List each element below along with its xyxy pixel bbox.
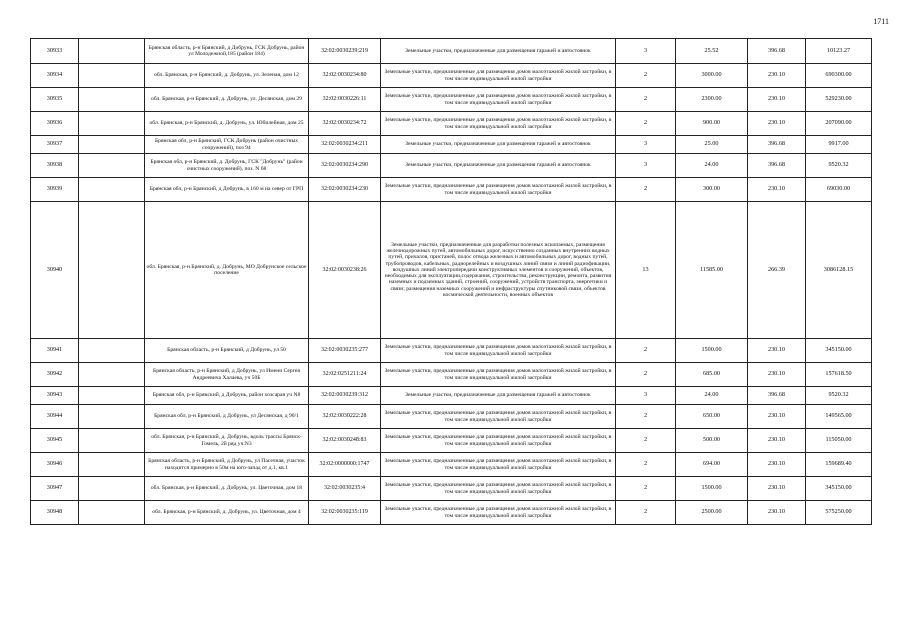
area-cell: 300.00 <box>676 178 748 202</box>
blank-cell <box>79 202 145 339</box>
use-group-cell: 3 <box>616 154 676 178</box>
blank-cell <box>79 88 145 112</box>
address-cell: Брянская область, р-н Брянский, д Добрунь, ГСК Добрунь, район ул Молодежной,185 (район 184) <box>145 39 309 64</box>
table-row <box>31 64 872 88</box>
blank-cell <box>79 501 145 525</box>
cadastral-value-cell: 159689.40 <box>806 453 872 477</box>
area-cell: 500.00 <box>676 429 748 453</box>
address-cell: обл. Брянская, р-н Брянский, д. Добрунь, ул. Юбилейная, дом 25 <box>145 112 309 136</box>
table-row <box>31 429 872 453</box>
cadastral-value-cell: 10123.27 <box>806 39 872 64</box>
cadastral-number-cell: 32:02:0030234:72 <box>309 112 381 136</box>
address-cell: Брянская область, р-н Брянский, д Добрунь, ул Имени Сергея Андреевича Халаева, уч 50Б <box>145 363 309 387</box>
table-row <box>31 154 872 178</box>
specific-value-cell: 396.68 <box>748 154 806 178</box>
specific-value-cell: 230.10 <box>748 88 806 112</box>
blank-cell <box>79 39 145 64</box>
blank-cell <box>79 429 145 453</box>
page-number: 1711 <box>873 17 889 26</box>
use-group-cell: 13 <box>616 202 676 339</box>
land-use-cell: Земельные участки, предназначенные для размещения домов малоэтажной жилой застройки, в том числе индивидуальной жилой застройки <box>381 453 616 477</box>
area-cell: 25.00 <box>676 136 748 154</box>
cadastral-number-cell: 32:02:0030234:230 <box>309 178 381 202</box>
area-cell: 1500.00 <box>676 339 748 363</box>
blank-cell <box>79 154 145 178</box>
land-use-cell: Земельные участки, предназначенные для размещения домов малоэтажной жилой застройки, в том числе индивидуальной жилой застройки <box>381 339 616 363</box>
table-row <box>31 112 872 136</box>
specific-value-cell: 396.68 <box>748 387 806 405</box>
table-row <box>31 453 872 477</box>
cadastral-value-cell: 115050.00 <box>806 429 872 453</box>
land-use-cell: Земельные участки, предназначенные для размещения домов малоэтажной жилой застройки, в том числе индивидуальной жилой застройки <box>381 501 616 525</box>
specific-value-cell: 230.10 <box>748 112 806 136</box>
specific-value-cell: 266.39 <box>748 202 806 339</box>
record-number-cell: 30944 <box>31 405 79 429</box>
specific-value-cell: 396.68 <box>748 136 806 154</box>
specific-value-cell: 230.10 <box>748 178 806 202</box>
blank-cell <box>79 363 145 387</box>
cadastral-value-table <box>30 38 872 525</box>
record-number-cell: 30941 <box>31 339 79 363</box>
area-cell: 11585.00 <box>676 202 748 339</box>
record-number-cell: 30948 <box>31 501 79 525</box>
cadastral-value-cell: 575250.00 <box>806 501 872 525</box>
record-number-cell: 30936 <box>31 112 79 136</box>
cadastral-value-cell: 69030.00 <box>806 178 872 202</box>
cadastral-number-cell: 32:02:0030238:26 <box>309 202 381 339</box>
cadastral-number-cell: 32:02:0000000:1747 <box>309 453 381 477</box>
record-number-cell: 30947 <box>31 477 79 501</box>
table-row <box>31 405 872 429</box>
land-use-cell: Земельные участки, предназначенные для размещения гаражей и автостоянок <box>381 39 616 64</box>
specific-value-cell: 396.68 <box>748 39 806 64</box>
blank-cell <box>79 453 145 477</box>
table-row <box>31 202 872 339</box>
area-cell: 650.00 <box>676 405 748 429</box>
record-number-cell: 30939 <box>31 178 79 202</box>
land-use-cell: Земельные участки, предназначенные для разработки полезных ископаемых, размещения железнодорожных путей, автомобильных дорог, искусственно созданных внутренних водных путей, причалов, пристаней, полос отвода железных и автомобильных дорог, водных путей, трубопроводов, кабельных, радиорелейных и воздушных линий связи и линий радиофикации, воздушных линий электропередачи конструктивных элементов и сооружений, объектов, необходимых для эксплуатации,содержания, строительства, реконструкции, ремонта, развития наземных и подземных зданий, строений, сооружений, устройств транспорта, энергетики и связи; размещения наземных сооружений и инфраструктуры спутниковой связи, объектов космической деятельности, военных объектов <box>381 202 616 339</box>
record-number-cell: 30935 <box>31 88 79 112</box>
table-row <box>31 387 872 405</box>
use-group-cell: 3 <box>616 39 676 64</box>
address-cell: Брянская область, р-н Брянский, д Добрунь, ул 50 <box>145 339 309 363</box>
specific-value-cell: 230.10 <box>748 501 806 525</box>
use-group-cell: 2 <box>616 112 676 136</box>
use-group-cell: 2 <box>616 429 676 453</box>
cadastral-value-cell: 9520.32 <box>806 154 872 178</box>
use-group-cell: 2 <box>616 363 676 387</box>
cadastral-number-cell: 32:02:0030234:290 <box>309 154 381 178</box>
land-use-cell: Земельные участки, предназначенные для размещения домов малоэтажной жилой застройки, в том числе индивидуальной жилой застройки <box>381 178 616 202</box>
record-number-cell: 30937 <box>31 136 79 154</box>
specific-value-cell: 230.10 <box>748 363 806 387</box>
cadastral-number-cell: 32:02:0030222:28 <box>309 405 381 429</box>
area-cell: 2300.00 <box>676 88 748 112</box>
cadastral-number-cell: 32:02:0030226:11 <box>309 88 381 112</box>
record-number-cell: 30946 <box>31 453 79 477</box>
area-cell: 24.00 <box>676 387 748 405</box>
cadastral-value-cell: 9917.00 <box>806 136 872 154</box>
land-use-cell: Земельные участки, предназначенные для размещения домов малоэтажной жилой застройки, в том числе индивидуальной жилой застройки <box>381 405 616 429</box>
use-group-cell: 3 <box>616 136 676 154</box>
table-row <box>31 363 872 387</box>
table-row <box>31 477 872 501</box>
area-cell: 3000.00 <box>676 64 748 88</box>
cadastral-number-cell: 32:02:0030234:80 <box>309 64 381 88</box>
address-cell: Брянская обл, р-н Брянский, д. Добрунь, ГСК "Добрунь" (район очистных сооружений), поз. N 68 <box>145 154 309 178</box>
cadastral-value-cell: 157618.50 <box>806 363 872 387</box>
area-cell: 25.52 <box>676 39 748 64</box>
record-number-cell: 30938 <box>31 154 79 178</box>
area-cell: 1500.00 <box>676 477 748 501</box>
cadastral-number-cell: 32:02:0030239:219 <box>309 39 381 64</box>
specific-value-cell: 230.10 <box>748 339 806 363</box>
cadastral-number-cell: 32:02:0251211:24 <box>309 363 381 387</box>
use-group-cell: 2 <box>616 64 676 88</box>
address-cell: Брянская область, р-н Брянский, д Добрунь, ул Пасечная, участок находится примерно в 50м на юго-запад от д.1, кв.1 <box>145 453 309 477</box>
area-cell: 2500.00 <box>676 501 748 525</box>
land-use-cell: Земельные участки, предназначенные для размещения гаражей и автостоянок <box>381 154 616 178</box>
land-use-cell: Земельные участки, предназначенные для размещения домов малоэтажной жилой застройки, в том числе индивидуальной жилой застройки <box>381 429 616 453</box>
record-number-cell: 30942 <box>31 363 79 387</box>
blank-cell <box>79 477 145 501</box>
blank-cell <box>79 405 145 429</box>
record-number-cell: 30943 <box>31 387 79 405</box>
address-cell: обл. Брянская, р-н Брянский, д. Добрунь, ул. Зеленая, дом 12 <box>145 64 309 88</box>
cadastral-number-cell: 32:02:0030248:83 <box>309 429 381 453</box>
use-group-cell: 3 <box>616 387 676 405</box>
cadastral-value-cell: 149565.00 <box>806 405 872 429</box>
record-number-cell: 30934 <box>31 64 79 88</box>
land-use-cell: Земельные участки, предназначенные для размещения домов малоэтажной жилой застройки, в том числе индивидуальной жилой застройки <box>381 88 616 112</box>
record-number-cell: 30940 <box>31 202 79 339</box>
address-cell: обл. Брянская, р-н Брянский, д. Добрунь, вдоль трассы Брянск-Гомель, 2й ряд уч.N3 <box>145 429 309 453</box>
blank-cell <box>79 136 145 154</box>
cadastral-value-cell: 529230.00 <box>806 88 872 112</box>
specific-value-cell: 230.10 <box>748 429 806 453</box>
address-cell: обл. Брянская, р-н Брянский, д. Добрунь, ул. Цветочная, дом 4 <box>145 501 309 525</box>
blank-cell <box>79 387 145 405</box>
use-group-cell: 2 <box>616 477 676 501</box>
land-use-cell: Земельные участки, предназначенные для размещения домов малоэтажной жилой застройки, в том числе индивидуальной жилой застройки <box>381 477 616 501</box>
area-cell: 685.00 <box>676 363 748 387</box>
record-number-cell: 30945 <box>31 429 79 453</box>
use-group-cell: 2 <box>616 501 676 525</box>
area-cell: 24.00 <box>676 154 748 178</box>
cadastral-value-cell: 345150.00 <box>806 339 872 363</box>
blank-cell <box>79 178 145 202</box>
cadastral-number-cell: 32:02:0030235:119 <box>309 501 381 525</box>
table-row <box>31 39 872 64</box>
address-cell: Брянская обл, р-н Брянский, д Добрунь, ул Десянская, д 90/1 <box>145 405 309 429</box>
area-cell: 694.00 <box>676 453 748 477</box>
specific-value-cell: 230.10 <box>748 405 806 429</box>
blank-cell <box>79 64 145 88</box>
record-number-cell: 30933 <box>31 39 79 64</box>
address-cell: Брянская обл, р-н Брянский, д Добрунь, район хозсарая уч N8 <box>145 387 309 405</box>
use-group-cell: 2 <box>616 339 676 363</box>
address-cell: Брянская обл, р-н Брянский, ГСК Добрунь (район очистных сооружений), поз 94 <box>145 136 309 154</box>
table-row <box>31 339 872 363</box>
address-cell: Брянская обл, р-н Брянский, д Добрунь, в 160 м на север от ГРП <box>145 178 309 202</box>
table-row <box>31 178 872 202</box>
cadastral-number-cell: 32:02:0030235:277 <box>309 339 381 363</box>
area-cell: 900.00 <box>676 112 748 136</box>
blank-cell <box>79 339 145 363</box>
table-row <box>31 501 872 525</box>
specific-value-cell: 230.10 <box>748 453 806 477</box>
land-use-cell: Земельные участки, предназначенные для размещения гаражей и автостоянок <box>381 136 616 154</box>
use-group-cell: 2 <box>616 88 676 112</box>
cadastral-value-cell: 3086128.15 <box>806 202 872 339</box>
table-row <box>31 88 872 112</box>
land-use-cell: Земельные участки, предназначенные для размещения домов малоэтажной жилой застройки, в том числе индивидуальной жилой застройки <box>381 112 616 136</box>
use-group-cell: 2 <box>616 453 676 477</box>
cadastral-number-cell: 32:02:0030239:312 <box>309 387 381 405</box>
blank-cell <box>79 112 145 136</box>
land-use-cell: Земельные участки, предназначенные для размещения гаражей и автостоянок <box>381 387 616 405</box>
use-group-cell: 2 <box>616 405 676 429</box>
cadastral-value-cell: 345150.00 <box>806 477 872 501</box>
cadastral-value-cell: 690300.00 <box>806 64 872 88</box>
address-cell: обл. Брянская, р-н Брянский, д. Добрунь, ул. Десянская, дом 29 <box>145 88 309 112</box>
land-use-cell: Земельные участки, предназначенные для размещения домов малоэтажной жилой застройки, в том числе индивидуальной жилой застройки <box>381 363 616 387</box>
table-row <box>31 136 872 154</box>
specific-value-cell: 230.10 <box>748 477 806 501</box>
land-use-cell: Земельные участки, предназначенные для размещения домов малоэтажной жилой застройки, в том числе индивидуальной жилой застройки <box>381 64 616 88</box>
address-cell: обл. Брянская, р-н Брянский, д. Добрунь, ул. Цветочная, дом 18 <box>145 477 309 501</box>
use-group-cell: 2 <box>616 178 676 202</box>
cadastral-value-cell: 207090.00 <box>806 112 872 136</box>
specific-value-cell: 230.10 <box>748 64 806 88</box>
address-cell: обл. Брянская, р-н Брянский, д. Добрунь, МО Добрунское сельское поселение <box>145 202 309 339</box>
cadastral-number-cell: 32:02:0030235:4 <box>309 477 381 501</box>
cadastral-value-cell: 9520.32 <box>806 387 872 405</box>
table-body <box>31 39 872 525</box>
cadastral-number-cell: 32:02:0030234:211 <box>309 136 381 154</box>
